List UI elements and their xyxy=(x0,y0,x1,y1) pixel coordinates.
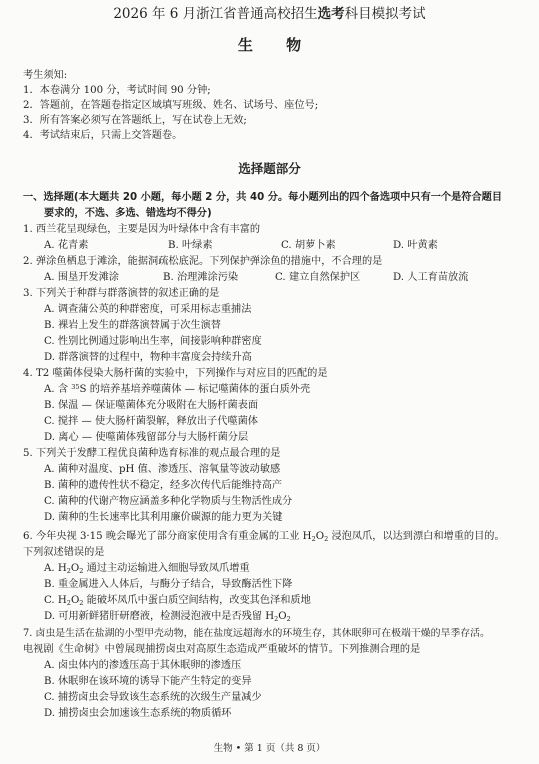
question-stem: 5. 下列关于发酵工程优良菌种选育标准的观点最合理的是 xyxy=(23,448,281,459)
option-b: B. 治理滩涂污染 xyxy=(163,272,239,283)
notice-heading: 考生须知: xyxy=(23,70,68,81)
option-b: B. 休眠卵在该环境的诱导下能产生特定的变异 xyxy=(44,676,252,687)
option-a: A. 围垦开发滩涂 xyxy=(44,272,119,283)
option-d: D. 捕捞卤虫会加速该生态系统的物质循环 xyxy=(44,708,232,719)
question-stem: 1. 西兰花呈现绿色，主要是因为叶绿体中含有丰富的 xyxy=(23,224,261,235)
option-d: D. 群落演替的过程中，物种丰富度会持续升高 xyxy=(44,352,252,363)
option-b: B. 重金属进入人体后，与酶分子结合，导致酶活性下降 xyxy=(44,579,293,590)
option-c: C. 菌种的代谢产物应涵盖多种化学物质与生物活性成分 xyxy=(44,496,293,507)
option-b: B. 裸岩上发生的群落演替属于次生演替 xyxy=(44,320,221,331)
question-stem: 3. 下列关于种群与群落演替的叙述正确的是 xyxy=(23,288,220,299)
page-footer: 生物 • 第 1 页（共 8 页） xyxy=(213,743,326,754)
instruction-line: 要求的，不选、多选、错选均不得分) xyxy=(44,208,212,219)
option-d: D. 菌种的生长速率比其利用廉价碳源的能力更为关键 xyxy=(44,512,283,523)
option-a: A. 含 $^{35}$S 的培养基培养噬菌体 — 标记噬菌体的蛋白质外壳 xyxy=(44,383,311,395)
option-d: D. 离心 — 使噬菌体残留部分与大肠杆菌分层 xyxy=(44,432,249,443)
notice-item: 4．考试结束后，只需上交答题卷。 xyxy=(23,130,183,141)
notice-item: 2．答题前，在答题卷指定区域填写班级、姓名、试场号、座位号; xyxy=(23,100,319,111)
option-b: B. 菌种的遗传性状不稳定，经多次传代后能维持高产 xyxy=(44,480,283,491)
option-a: A. 花青素 xyxy=(44,240,89,251)
question-stem: 7. 卤虫是生活在盐湖的小型甲壳动物，能在盐度远超海水的环境生存，其休眠卵可在极端干燥的旱季存活。 xyxy=(23,628,490,639)
option-c: C. 建立自然保护区 xyxy=(275,272,361,283)
subject-title: 生 物 xyxy=(237,36,316,54)
option-b: B. 叶绿素 xyxy=(168,240,213,251)
option-b: B. 保温 — 保证噬菌体充分吸附在大肠杆菌表面 xyxy=(44,400,259,411)
option-a: A. 卤虫体内的渗透压高于其休眠卵的渗透压 xyxy=(44,660,242,671)
option-c: C. $H_2O_2$ 能破坏凤爪中蛋白质空间结构，改变其色泽和质地 xyxy=(44,595,311,607)
option-c: C. 捕捞卤虫会导致该生态系统的次级生产量减少 xyxy=(44,692,262,703)
question-stem: 4. T2 噬菌体侵染大肠杆菌的实验中，下列操作与对应目的匹配的是 xyxy=(23,368,328,379)
option-d: D. 可用新鲜猪肝研磨液，检测浸泡液中是否残留 $H_2O_2$ xyxy=(44,611,291,623)
option-c: C. 性别比例通过影响出生率，间接影响种群密度 xyxy=(44,336,262,347)
question-stem: 下列叙述错误的是 xyxy=(23,547,105,558)
question-stem: 2. 弹涂鱼栖息于滩涂，能据洞疏松底泥。下列保护弹涂鱼的措施中，不合理的是 xyxy=(23,256,383,267)
option-a: A. $H_2O_2$ 通过主动运输进入细胞导致凤爪增重 xyxy=(44,563,250,575)
section-title: 选择题部分 xyxy=(238,161,301,176)
question-stem: 6. 今年央视 3·15 晚会曝光了部分商家使用含有重金属的工业 $H_2O_2$ 浸泡凤爪，以达到漂白和增重的目的。 xyxy=(23,531,505,543)
option-d: D. 叶黄素 xyxy=(393,240,438,251)
exam-title: 2026 年 6 月浙江省普通高校招生选考科目模拟考试 xyxy=(113,6,426,22)
option-c: C. 胡萝卜素 xyxy=(281,240,336,251)
notice-item: 3．所有答案必须写在答题纸上，写在试卷上无效; xyxy=(23,115,247,126)
instruction-line: 一、选择题(本大题共 20 小题，每小题 2 分，共 40 分。每小题列出的四个备选项中只有一个是符合题目 xyxy=(23,192,503,203)
option-c: C. 搅拌 — 使大肠杆菌裂解，释放出子代噬菌体 xyxy=(44,416,258,427)
option-a: A. 菌种对温度、pH 值、渗透压、溶氧量等波动敏感 xyxy=(44,464,281,475)
option-a: A. 调查蒲公英的种群密度，可采用标志重捕法 xyxy=(44,304,252,315)
option-d: D. 人工育苗放流 xyxy=(393,272,469,283)
notice-item: 1．本卷满分 100 分，考试时间 90 分钟; xyxy=(23,85,211,96)
question-stem: 电视剧《生命树》中曾展现捕捞卤虫对高原生态造成严重破坏的情节。下列推测合理的是 xyxy=(23,644,421,655)
